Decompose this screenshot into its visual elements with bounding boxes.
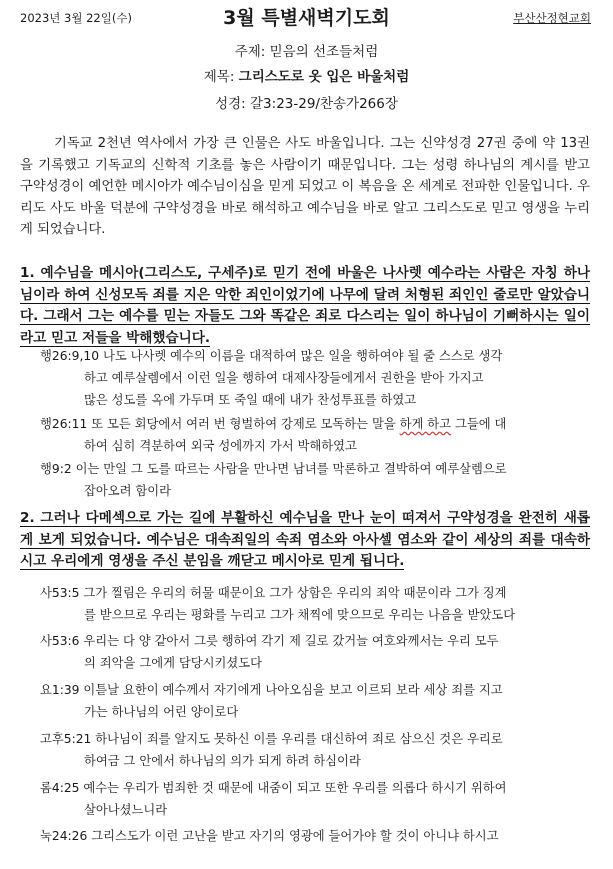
verse-line: 사53:5 그가 찔림은 우리의 허물 때문이요 그가 상함은 우리의 죄악 때문이라 그가 징계 <box>40 586 507 600</box>
verse-line: 사53:6 우리는 다 양 같아서 그릇 행하여 각기 제 길로 갔거늘 여호와께서는 우리 모두 <box>40 634 499 648</box>
verse-item <box>40 345 588 412</box>
scripture-line: 성경: 갈3:23-29/찬송가266장 <box>215 96 398 112</box>
verse-continuation: 잡아오려 함이라 <box>84 484 172 499</box>
verse-continuation: 하여 심히 격분하여 외국 성에까지 가서 박해하였고 <box>84 439 357 454</box>
page-title: 3월 특별새벽기도회 <box>223 7 390 29</box>
theme-line: 주제: 믿음의 선조들처럼 <box>234 44 379 60</box>
verse-line: 눅24:26 그리스도가 이런 고난을 받고 자기의 영광에 들어가야 할 것이 아니냐 하시고 <box>40 829 499 843</box>
verse-continuation: 의 죄악을 그에게 담당시키셨도다 <box>84 656 263 671</box>
verse-line: 요1:39 이튿날 요한이 예수께서 자기에게 나아오심을 보고 이르되 보라 세상 죄를 지고 <box>40 683 503 697</box>
verse-item <box>40 777 588 821</box>
service-date: 2023년 3월 22일(수) <box>20 11 132 25</box>
verse-continuation: 많은 성도를 옥에 가두며 또 죽일 때에 내가 찬성투표를 하였고 <box>84 393 417 408</box>
spellcheck-mark: 하게 하고 <box>399 417 452 431</box>
verse-line: 행26:9,10 나도 나사렛 예수의 이름을 대적하여 많은 일을 행하여야 될 줄 스스로 생각 <box>40 349 503 363</box>
verse-continuation: 가는 하나님의 어린 양이로다 <box>84 705 239 720</box>
point-2 <box>20 508 590 573</box>
verse-continuation: 살아나셨느니라 <box>84 803 168 818</box>
intro-paragraph: 기독교 2천년 역사에서 가장 큰 인물은 사도 바울입니다. 그는 신약성경 27권 중에 약 13권을 기록했고 기독교의 신학적 기초를 놓은 사람이기 때문입니다. 그는 성령 하나님의 계시를 받고 구약성경이 예언한 메시아가 예수님이심을 믿게 되었고 이 복음을 온 세계로 전파한 인물입니다. 우리도 사도 바울 덕분에 구약성경을 바로 해석하고 예수님을 바로 알고 그리스도로 믿고 영생을 누리게 되었습니다. <box>20 136 590 237</box>
verse-continuation: 하고 예루살렘에서 이런 일을 행하여 대제사장들에게서 권한을 받아 가지고 <box>84 371 484 386</box>
church-name: 부산산정현교회 <box>513 11 591 25</box>
verse-line: 행9:2 이는 만일 그 도를 따르는 사람을 만나면 남녀를 막론하고 결박하여 예루살렘으로 <box>40 462 507 476</box>
verse-item <box>40 582 588 626</box>
verse-text: 행26:11 또 모든 회당에서 여러 번 형벌하여 강제로 모독하는 말을 <box>40 417 400 431</box>
verse-line <box>40 417 506 431</box>
verse-item <box>40 630 588 674</box>
point-2-text: 2. 그러나 다메섹으로 가는 길에 부활하신 예수님을 만나 눈이 떠져서 구약성경을 완전히 새롭게 보게 되었습니다. 예수님은 대속죄일의 속죄 염소와 아사셀 염소와 같이 세상의 죄를 대속하시고 우리에게 영생을 주신 분임을 깨닫고 메시아로 믿게 됩니다. <box>20 510 590 570</box>
subject-label: 제목: <box>203 69 235 85</box>
verse-item <box>40 679 588 723</box>
verse-continuation: 하여금 그 안에서 하나님의 의가 되게 하려 하심이라 <box>84 754 361 769</box>
verse-item <box>40 458 588 502</box>
subject-line <box>0 65 613 85</box>
verse-text: 그들에 대 <box>451 417 507 431</box>
verse-item <box>40 728 588 772</box>
point-1 <box>20 263 590 349</box>
point-1-text: 1. 예수님을 메시아(그리스도, 구세주)로 믿기 전에 바울은 나사렛 예수라는 사람은 자칭 하나님이라 하여 신성모독 죄를 지은 악한 죄인이었기에 나무에 달려 처형된 죄인인 줄로만 알았습니다. 그래서 그는 예수를 믿는 자들도 그와 똑같은 죄로 다스리는 일이 하나님이 기뻐하시는 일이라고 믿고 저들을 박해했습니다. <box>20 265 590 346</box>
verse-item <box>40 413 588 457</box>
verse-item <box>40 825 588 847</box>
verse-line: 고후5:21 하나님이 죄를 알지도 못하신 이를 우리를 대신하여 죄로 삼으신 것은 우리로 <box>40 732 503 746</box>
sermon-subject: 그리스도로 옷 입은 바울처럼 <box>238 69 410 85</box>
verse-line: 롬4:25 예수는 우리가 범죄한 것 때문에 내줌이 되고 또한 우리를 의롭다 하시기 위하여 <box>40 781 507 795</box>
verse-continuation: 를 받으므로 우리는 평화를 누리고 그가 채찍에 맞으므로 우리는 나음을 받았도다 <box>84 608 516 623</box>
